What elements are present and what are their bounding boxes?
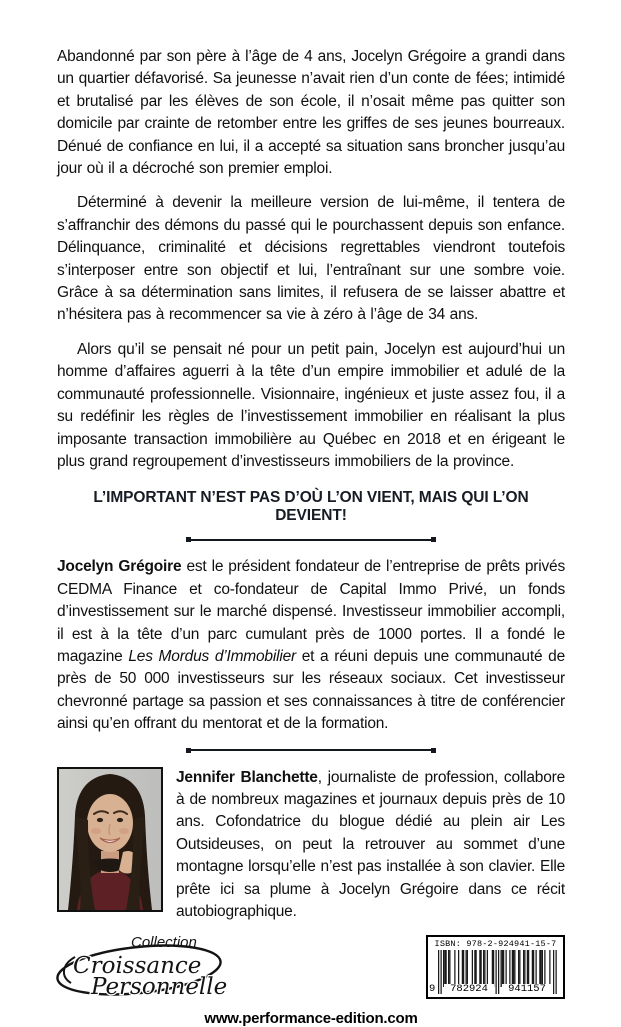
logo-script-line-2: Personnelle [91,974,228,1001]
author-bio [57,556,565,735]
isbn-digit-group-2: 782924 [444,984,494,994]
synopsis-paragraph-3: Alors qu’il se pensait né pour un petit pain, Jocelyn est aujourd’hui un homme d’affaires aguerri à la tête d’un empire immobilier et adulé de la communauté professionnelle. Visionnaire, ingénieux et juste assez fou, il a su redéfinir les règles de l’investissement immobilier en réalisant la plus imposante transaction immobilière au Québec en 2018 et en érigeant le plus grand regroupement d’investisseurs immobiliers de la province. [57,340,565,470]
section-divider-bottom [57,748,565,753]
section-divider-top [57,537,565,542]
logo-collection-label: Collection [131,934,197,952]
writer-name: Jennifer Blanchette [176,768,318,786]
synopsis-paragraph-1: Abandonné par son père à l’âge de 4 ans, Jocelyn Grégoire a grandi dans un quartier défavorisé. Sa jeunesse n’avait rien d’un conte de fées; intimidé et brutalisé par les élèves de son école, il n’osait même pas quitter son domicile par crainte de retomber entre les griffes de ses jeunes bourreaux. Dénué de confiance en lui, il a accepté sa situation sans broncher jusqu’au jour où il a décroché son premier emploi. [57,48,565,178]
magazine-title: Les Mordus d’Immobilier [128,647,296,665]
writer-section [57,767,565,924]
isbn-label: ISBN: 978-2-924941-15-7 [434,939,557,950]
footer [57,933,565,1001]
divider-dot [431,537,436,542]
writer-bio [176,767,565,924]
barcode-bars-area [431,950,560,996]
divider-dot [431,748,436,753]
divider-line [191,749,431,751]
divider-line [191,539,431,541]
website-url: www.performance-edition.com [204,1010,418,1027]
writer-bio-text: , journaliste de profession, collabore à de nombreux magazines et journaux depuis près de 10 ans. Cofondatrice du blogue dédié au plein air Les Outsideuses, on peut la retrouver au sommet d’une montagne lorsqu’elle n’est pas installée à son clavier. Elle prête ici sa plume à Jocelyn Grégoire dans ce récit autobiographique. [176,768,566,920]
tagline: L’IMPORTANT N’EST PAS D’OÙ L’ON VIENT, MAIS QUI L’ON DEVIENT! [93,489,529,525]
synopsis-paragraph-2: Déterminé à devenir la meilleure version de lui-même, il tentera de s’affranchir des démons du passé qui le pourchassent depuis son enfance. Délinquance, criminalité et décisions regrettables viendront toutefois s’interposer entre son objectif et lui, l’entraînant sur une sombre voie. Grâce à sa détermination sans limites, il refusera de se laisser abattre et n’hésitera pas à recommencer sa vie à zéro à l’âge de 34 ans. [57,194,565,324]
portrait-illustration [59,769,161,910]
author-bio-text-2: et a réuni depuis une communauté de près de 50 000 investisseurs sur les réseaux sociaux. Cet investisseur chevronné partage sa passion et ses connaissances à titre de conférencier ainsi qu’en offrant du mentorat et de la formation. [57,647,565,733]
collection-logo-graphic [53,933,228,1001]
author-bio-text-1: est le président fondateur de l’entreprise de prêts privés CEDMA Finance et co-fondateur de Capital Immo Privé, un fonds d’investissement sur le marché dispensé. Investisseur immobilier accompli, il est à la tête d’un parc cumulant près de 1000 portes. Il a fondé le magazine [57,558,565,665]
isbn-digit-group-3: 941157 [502,984,552,994]
collection-logo [53,933,228,1004]
writer-portrait-photo [57,767,163,912]
author-name: Jocelyn Grégoire [57,558,182,576]
logo-script-line-1: Croissance [73,953,202,980]
isbn-digit-group-1: 9 [429,983,436,996]
isbn-barcode [426,935,565,999]
